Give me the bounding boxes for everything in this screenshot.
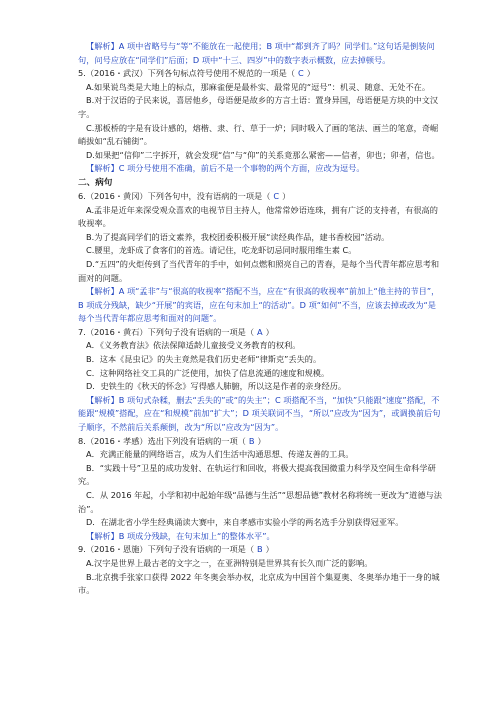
question-num: 6.	[78, 190, 86, 201]
analysis-tag: 【解析】	[86, 530, 119, 541]
option-text: B.为了提高同学们的语文素养，我校团委积极开展“读经典作品，建书香校园”活动。	[86, 231, 390, 242]
option-text: B．这本《昆虫记》的失主竟然是我们历史老师“律斯克”丢失的。	[86, 354, 322, 365]
question-end: ）	[257, 435, 266, 446]
option-text: B．“实践十号”卫星的成功发射、在轨运行和回收，将极大提高我国微重力科学及空间生命科学研究。	[78, 462, 436, 487]
question-end: ）	[282, 190, 291, 201]
question-num: 5.	[78, 68, 86, 79]
question-stem: 选出下列没有语病的一项（	[147, 435, 246, 446]
option-text: D．史铁生的《秋天的怀念》写得感人肺腑，所以这是作者的亲身经历。	[86, 381, 347, 392]
analysis-text: A 项中省略号与“等”不能放在一起使用；B 项中“都到齐了吗？同学们。”这句话是倒装问句，问号应放在“同学们”后面；D 项中“十三、四岁”中的数字表示概数，应去掉顿号。	[78, 41, 435, 65]
section-heading: 二、病句	[78, 177, 113, 188]
question-src: （2016・武汉）	[85, 68, 148, 79]
analysis-text: B 项句式杂糅，删去“丢失的”或“的失主”；C 项搭配不当，“加快”只能跟“速度”搭配，不能跟“规模”搭配，应在“和规模”前加“扩大”；D 项关联词不当，“所以”应改为“因为”，或调换前后句子顺序，不然前后关系颠倒，改为“所以”应改为“因为”。	[78, 394, 441, 433]
question-stem	[78, 326, 442, 340]
analysis-text: A 项“孟非”与“很高的收视率”搭配不当，应在“有很高的收视率”前加上“他主持的节目”，B 项成分残缺，缺少“开展”的宾语，应在句末加上“的活动”。D 项“如何”不当，应该去掉或改为“是每个当代青年都应思考和面对的问题”。	[78, 286, 440, 324]
option-text: A．充满正能量的网络语言，成为人们生活中沟通思想、传递友善的工具。	[86, 449, 354, 460]
analysis-tag: 【解析】	[86, 286, 119, 297]
question-end: ）	[265, 326, 274, 337]
option-text: A.汉字是世界上最古老的文字之一，在亚洲特别是世界其有长久而广泛的影响。	[86, 557, 373, 568]
question-stem: 下列句子没有语病的一项是（	[147, 326, 255, 337]
option-text: C．这种网络社交工具的广泛使用，加快了信息流通的速度和规模。	[86, 367, 330, 378]
analysis-paragraph	[78, 285, 442, 326]
question-stem: 下列各句中，没有语病的一项是（	[147, 190, 271, 201]
option-text: D.“五四”的火炬传到了当代青年的手中，如何点燃和照亮自己的青春，是每个当代青年都应思考和面对的问题。	[78, 258, 440, 283]
option-text: D.如果把“信仰”二字拆开，就会发现“信”与“仰”的关系竟那么紧密——信者，卯也；卯者，信也。	[86, 149, 440, 160]
question-ans: B	[248, 435, 255, 446]
analysis-paragraph	[78, 40, 442, 67]
analysis-tag: 【解析】	[86, 394, 119, 405]
question-num: 9.	[78, 544, 86, 555]
analysis-tag: 【解析】	[86, 163, 119, 174]
option-text: D．在湖北省小学生经典诵读大赛中，来自孝感市实验小学的两名选手分别获得冠亚军。	[86, 517, 404, 528]
analysis-paragraph	[78, 162, 442, 176]
question-src: （2016・恩施）	[85, 544, 148, 555]
question-stem	[78, 67, 442, 81]
question-ans: C	[273, 190, 280, 201]
question-end: ）	[265, 544, 274, 555]
analysis-text: C 项分号使用不准确，前后不是一个事物的两个方面，应改为逗号。	[118, 163, 365, 174]
option-text: B.对于汉语的子民来说，喜居他乡，母语便是故乡的方言土语：置身异国，母语便是方块的中文汉字。	[78, 95, 439, 119]
question-src: （2016・黄石）	[85, 326, 148, 337]
option-text: A.如果说鸟类是大地上的标点，那麻雀便是最朴实、最常见的“逗号”：机灵、随意、无处不在。	[86, 81, 431, 92]
question-src: （2016・黄冈）	[85, 190, 148, 201]
question-stem	[78, 435, 442, 449]
option-text: C.腰里，龙虾成了食客们的首选。请记住，吃龙虾切忌同时服用维生素 C。	[86, 245, 357, 256]
question-stem	[78, 190, 442, 204]
question-stem: 下列各句标点符号使用不规范的一项是（	[147, 68, 295, 79]
question-num: 7.	[78, 326, 86, 337]
analysis-text: B 项成分残缺，在句末加上“的整体水平”。	[118, 530, 275, 541]
question-src: （2016・孝感）	[85, 435, 148, 446]
analysis-paragraph	[78, 530, 442, 544]
analysis-tag: 【解析】	[86, 41, 119, 51]
question-stem: 下列句子没有语病的一项是（	[147, 544, 255, 555]
question-ans: C	[297, 68, 304, 79]
option-text: C．从 2016 年起，小学和初中起始年级“品德与生活”“思想品德”教材名称将统一更改为“道德与法治”。	[78, 490, 442, 514]
analysis-paragraph	[78, 394, 442, 435]
question-num: 8.	[78, 435, 86, 446]
option-text: C.那板桥的字是有设计感的，熔楷、隶、行、草于一炉；同时吸入了画的笔法、画兰的笔意，奇崛峭拔如“乱石铺街”。	[78, 122, 439, 147]
option-text: B.北京携手张家口获得 2022 年冬奥会举办权，北京成为中国首个集夏奥、冬奥举办地于一身的城市。	[78, 571, 440, 596]
question-ans: B	[257, 544, 263, 555]
question-ans: A	[257, 326, 263, 337]
option-text: A．《义务教育法》依法保障适龄儿童接受义务教育的权利。	[86, 340, 301, 351]
question-end: ）	[306, 68, 315, 79]
question-stem	[78, 543, 442, 557]
option-text: A.孟非是近年来深受观众喜欢的电视节目主持人，他常常妙语连珠，拥有广泛的支持者，有很高的收视率。	[78, 204, 438, 229]
